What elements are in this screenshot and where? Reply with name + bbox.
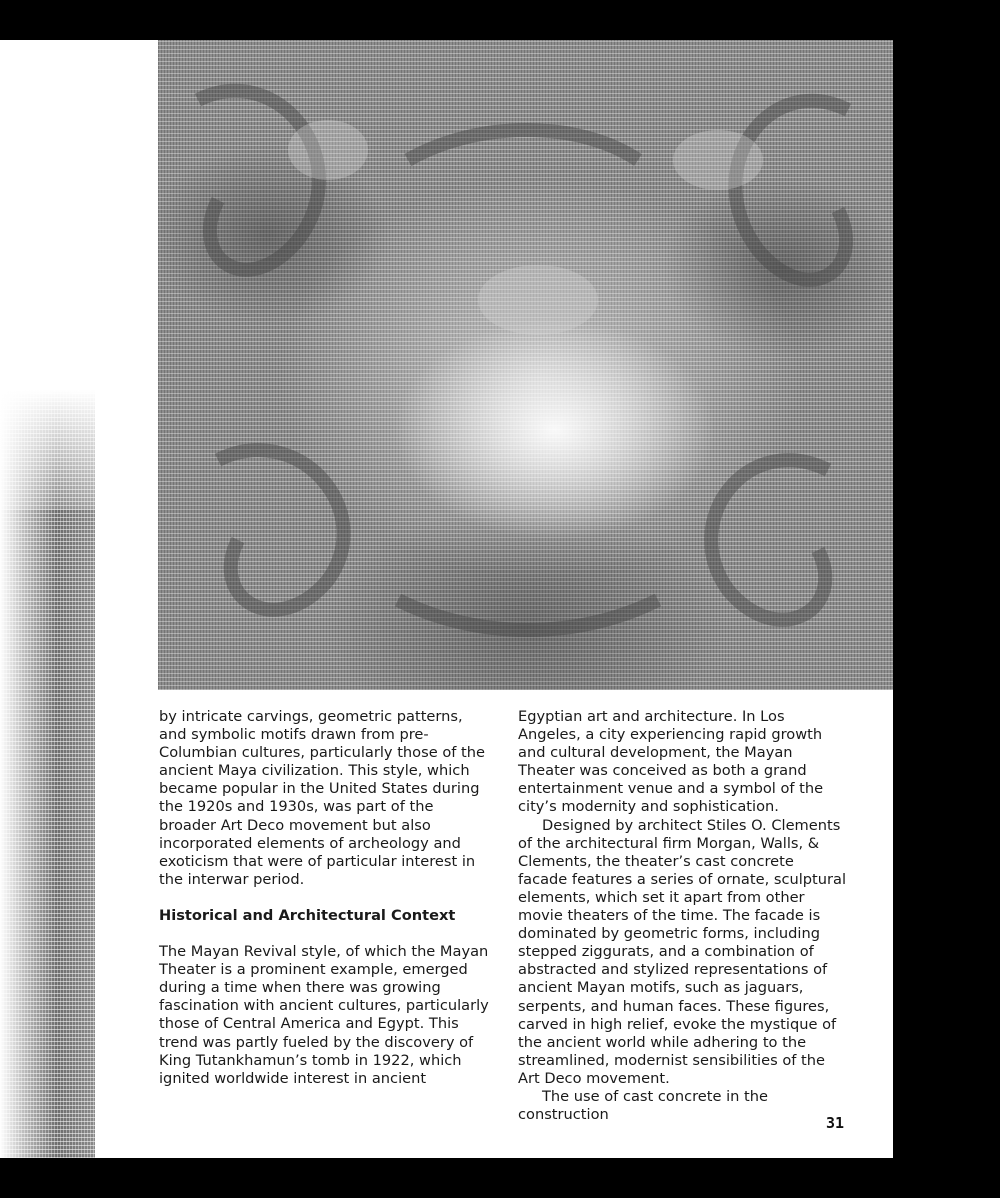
carving-ornament-shapes [158,40,893,690]
text-column-left [159,708,489,1088]
paragraph-facade-design: Designed by architect Stiles O. Clements of the architectural firm Morgan, Walls, & Clements, the theater’s cast concrete facade features a series of ornate, sculptural elements, which set it apart from other movie theaters of the time. The facade is dominated by geometric forms, including stepped ziggurats, and a combination of abstracted and stylized representations of ancient Mayan motifs, such as jaguars, serpents, and human faces. These figures, carved in high relief, evoke the mystique of the ancient world while adhering to the streamlined, modernist sensibilities of the Art Deco movement. [518,816,847,1087]
paragraph-mayan-revival: The Mayan Revival style, of which the Mayan Theater is a prominent example, emerged during a time when there was growing fascination with ancient cultures, particularly those of Central America and Egypt. This trend was partly fueled by the discovery of King Tutankhamun’s tomb in 1922, which ignited worldwide interest in ancient [159,943,489,1087]
ascii-art-carving-image [158,40,893,690]
book-page [0,40,893,1158]
left-ascii-art-image [0,390,95,1158]
paragraph-cast-concrete: The use of cast concrete in the construction [518,1087,769,1124]
paragraph-intro-continued: by intricate carvings, geometric patterns, and symbolic motifs drawn from pre-Columbian cultures, particularly those of the ancient Maya civilization. This style, which became popular in the United States during the 1920s and 1930s, was part of the broader Art Deco movement but also incorporated elements of archeology and exoticism that were of particular interest in the interwar period. [159,708,485,888]
text-column-right [518,708,846,1124]
section-heading: Historical and Architectural Context [159,906,456,924]
page-number: 31 [826,1114,845,1132]
paragraph-los-angeles: Egyptian art and architecture. In Los Angeles, a city experiencing rapid growth and cultural development, the Mayan Theater was conceived as both a grand entertainment venue and a symbol of the city’s modernity and sophistication. [518,708,824,816]
